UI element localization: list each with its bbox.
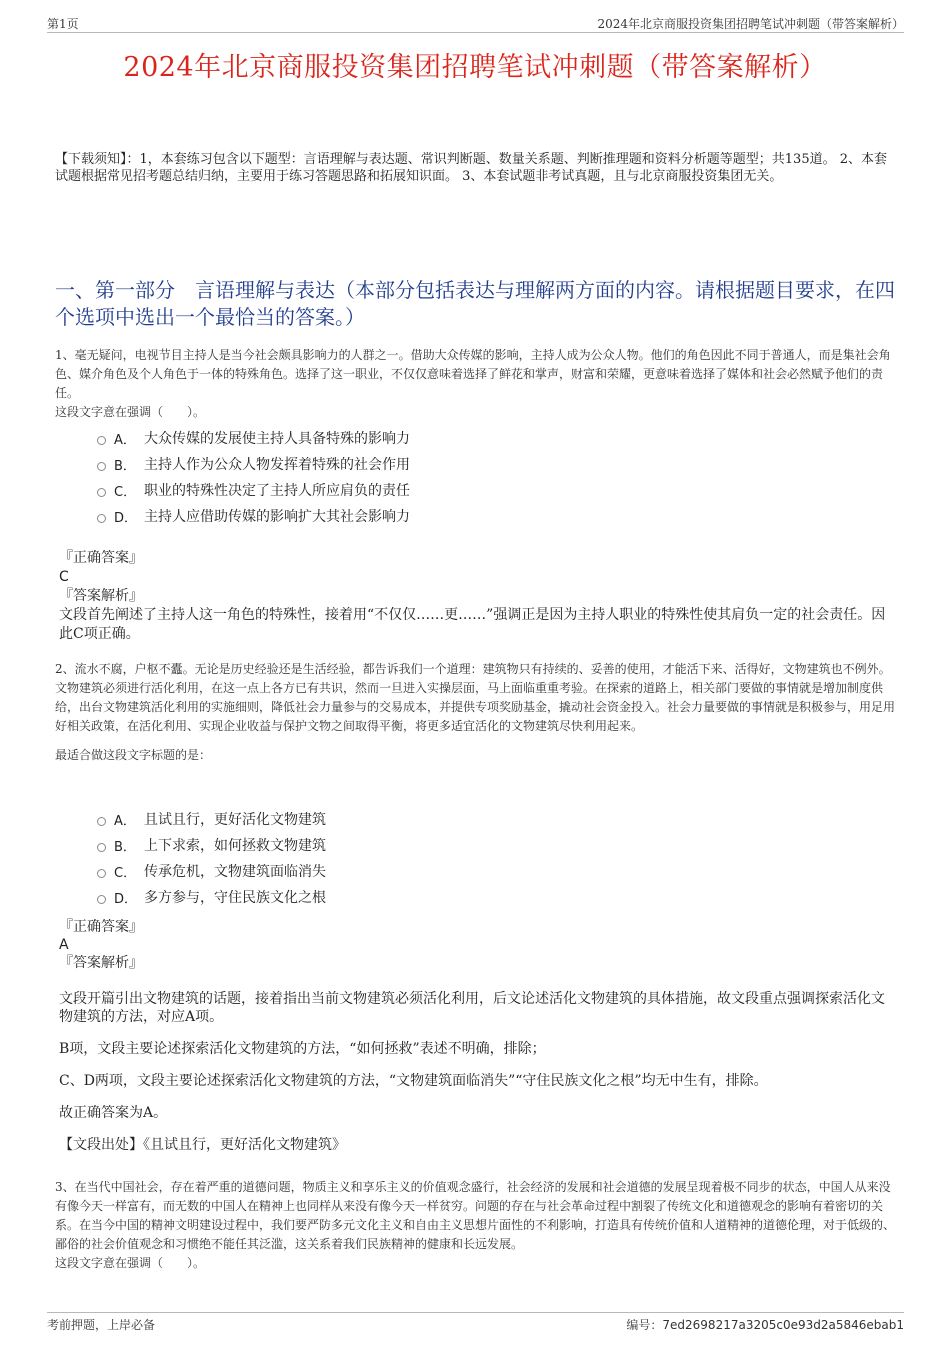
page-header	[47, 12, 904, 33]
source-citation: 【文段出处】《且试且行，更好活化文物建筑》	[59, 1137, 346, 1153]
question-1-options	[97, 425, 410, 529]
question-prompt: 这段文字意在强调（ ）。	[55, 405, 206, 419]
question-prompt: 最适合做这段文字标题的是：	[55, 748, 212, 762]
page-number: 第1页	[47, 17, 79, 31]
analysis-paragraph: C、D两项，文段主要论述探索活化文物建筑的方法，“文物建筑面临消失”“守住民族文化之根”均无中生有，排除。	[59, 1073, 768, 1089]
radio-button[interactable]	[97, 436, 106, 445]
header-doc-title: 2024年北京商服投资集团招聘笔试冲刺题（带答案解析）	[597, 17, 904, 31]
correct-answer: C	[59, 569, 69, 585]
correct-answer: A	[59, 937, 69, 953]
question-1-answer	[59, 549, 897, 644]
analysis-paragraph: 故正确答案为A。	[59, 1105, 168, 1121]
answer-label: 『正确答案』	[59, 919, 143, 935]
question-2-options	[97, 806, 326, 910]
question-2-text	[55, 660, 897, 765]
option-d[interactable]: D． 主持人应借助传媒的影响扩大其社会影响力	[97, 503, 410, 529]
radio-button[interactable]	[97, 462, 106, 471]
option-c[interactable]: C． 传承危机，文物建筑面临消失	[97, 858, 326, 884]
question-1-text	[55, 346, 897, 422]
footer-slogan: 考前押题，上岸必备	[47, 1318, 156, 1332]
radio-button[interactable]	[97, 514, 106, 523]
analysis-paragraph: 文段开篇引出文物建筑的话题，接着指出当前文物建筑必须活化利用，后文论述活化文物建筑的具体措施，故文段重点强调探索活化文物建筑的方法，对应A项。	[59, 991, 885, 1025]
option-b[interactable]: B． 主持人作为公众人物发挥着特殊的社会作用	[97, 451, 410, 477]
radio-button[interactable]	[97, 895, 106, 904]
question-prompt: 这段文字意在强调（ ）。	[55, 1256, 206, 1270]
answer-label: 『正确答案』	[59, 550, 143, 566]
section-heading: 一、第一部分 言语理解与表达（本部分包括表达与理解两方面的内容。请根据题目要求，在四个选项中选出一个最恰当的答案。）	[55, 278, 895, 329]
footer-code: 编号：7ed2698217a3205c0e93d2a5846ebab1	[626, 1318, 904, 1332]
question-stem: 1、毫无疑问，电视节目主持人是当今社会颇具影响力的人群之一。借助大众传媒的影响，主持人成为公众人物。他们的角色因此不同于普通人，而是集社会角色、媒介角色及个人角色于一体的特殊角色。选择了这一职业，不仅仅意味着选择了鲜花和掌声，财富和荣耀，更意味着选择了媒体和社会必然赋予他们的责任。	[55, 348, 891, 400]
document-title: 2024年北京商服投资集团招聘笔试冲刺题（带答案解析）	[123, 52, 827, 83]
option-c[interactable]: C． 职业的特殊性决定了主持人所应肩负的责任	[97, 477, 410, 503]
radio-button[interactable]	[97, 843, 106, 852]
analysis-text: 文段首先阐述了主持人这一角色的特殊性，接着用“不仅仅……更……”强调正是因为主持人职业的特殊性使其肩负一定的社会责任。因此C项正确。	[59, 607, 886, 642]
page-footer	[47, 1312, 904, 1332]
question-stem: 3、在当代中国社会，存在着严重的道德问题，物质主义和享乐主义的价值观念盛行，社会经济的发展和社会道德的发展呈现着极不同步的状态，中国人从来没有像今天一样富有，而无数的中国人在精神上也同样从来没有像今天一样贫穷。问题的存在与社会革命过程中割裂了传统文化和道德观念的影响有着密切的关系。在当今中国的精神文明建设过程中，我们要严防多元文化主义和自由主义思想片面性的不利影响，打造具有传统价值和人道精神的道德伦理，对于低级的、鄙俗的社会价值观念和习惯绝不能任其泛滥，这关系着我们民族精神的健康和长远发展。	[55, 1180, 896, 1251]
analysis-label: 『答案解析』	[59, 955, 143, 971]
radio-button[interactable]	[97, 869, 106, 878]
analysis-paragraph: B项，文段主要论述探索活化文物建筑的方法，“如何拯救”表述不明确，排除；	[59, 1041, 546, 1057]
option-a[interactable]: A． 大众传媒的发展使主持人具备特殊的影响力	[97, 425, 410, 451]
option-b[interactable]: B． 上下求索，如何拯救文物建筑	[97, 832, 326, 858]
question-2-answer	[59, 918, 897, 1154]
question-stem: 2、流水不腐，户枢不蠹。无论是历史经验还是生活经验，都告诉我们一个道理：建筑物只有持续的、妥善的使用，才能活下来、活得好，文物建筑也不例外。文物建筑必须进行活化利用，在这一点上各方已有共识，然而一旦进入实操层面，马上面临重重考验。在探索的道路上，相关部门要做的事情就是增加制度供给，出台文物建筑活化利用的实施细则，降低社会力量参与的交易成本，并提供专项奖励基金，撬动社会资金投入。社会力量要做的事情就是积极参与，用足用好相关政策，在活化利用、实现企业收益与保护文物之间取得平衡，将更多适宜活化的文物建筑尽快利用起来。	[55, 662, 896, 733]
download-notice: 【下载须知】：1，本套练习包含以下题型：言语理解与表达题、常识判断题、数量关系题、判断推理题和资料分析题等题型；共135道。 2、本套试题根据常见招考题总结归纳，主要用于练习答题思路和拓展知识面。 3、本套试题非考试真题，且与北京商服投资集团无关。	[55, 152, 887, 184]
radio-button[interactable]	[97, 817, 106, 826]
analysis-label: 『答案解析』	[59, 588, 143, 604]
radio-button[interactable]	[97, 488, 106, 497]
option-d[interactable]: D． 多方参与，守住民族文化之根	[97, 884, 326, 910]
option-a[interactable]: A． 且试且行，更好活化文物建筑	[97, 806, 326, 832]
question-3-text	[55, 1178, 897, 1273]
